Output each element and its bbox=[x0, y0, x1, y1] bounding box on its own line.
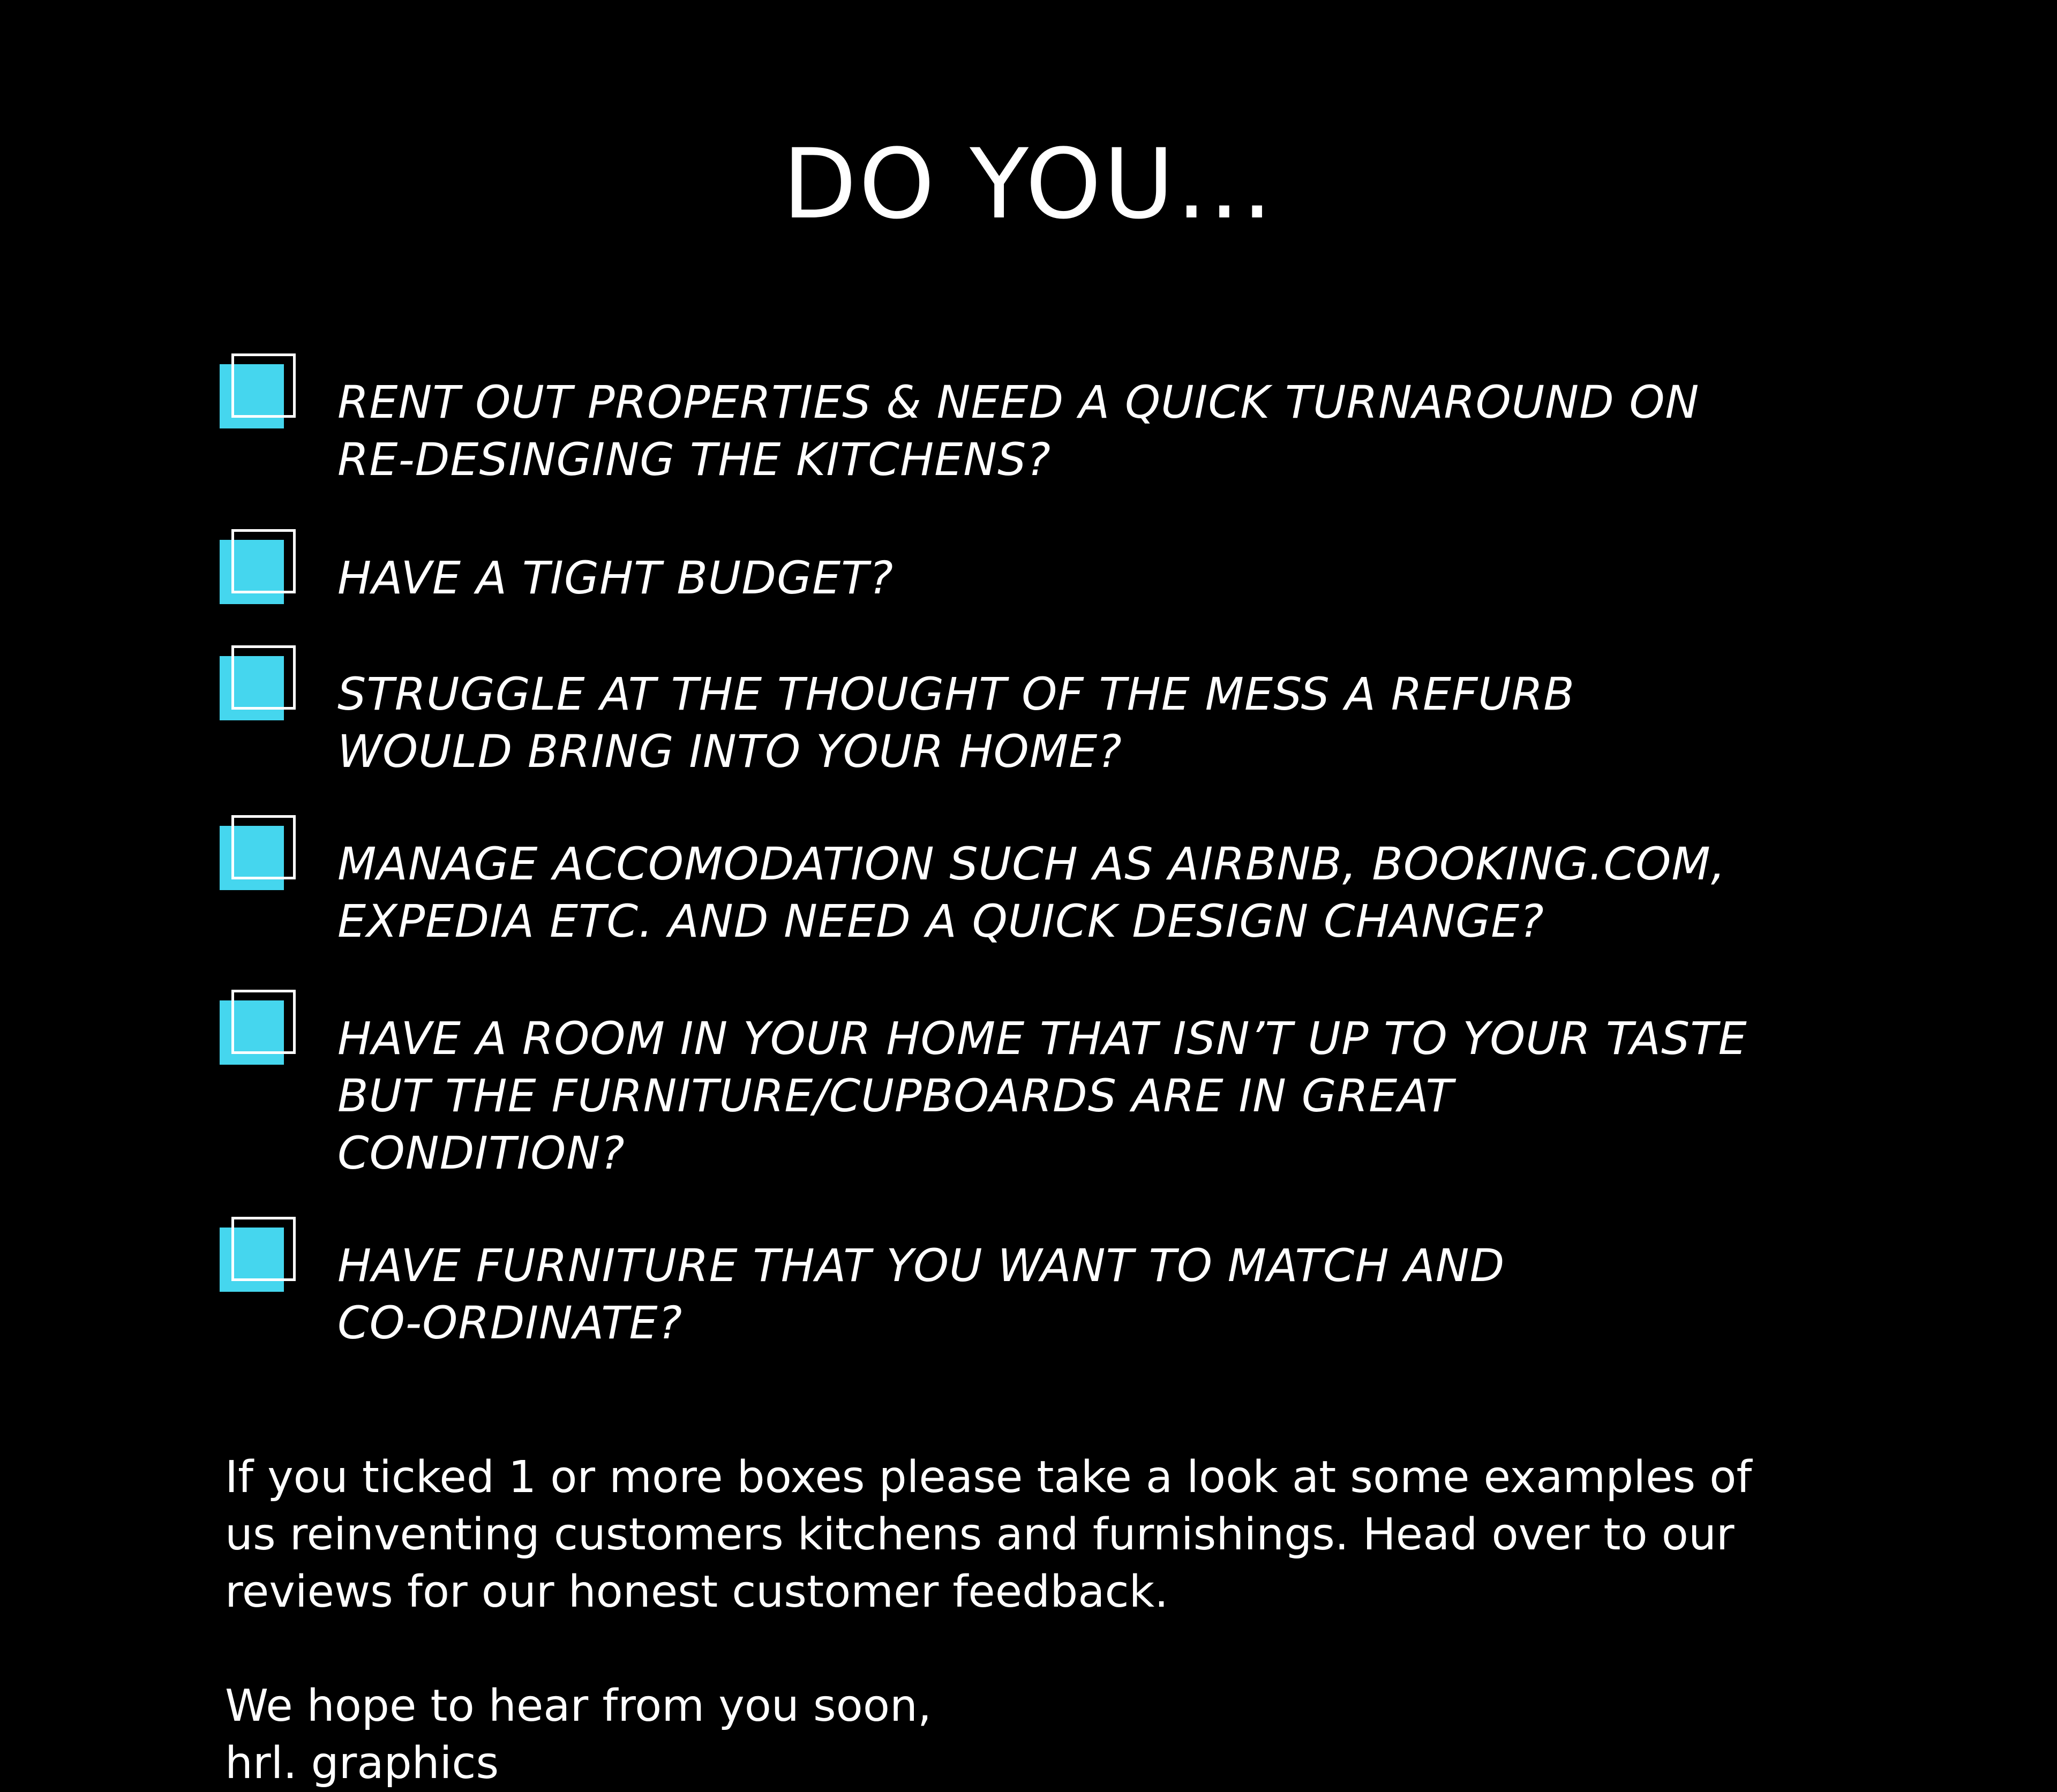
page-title: DO YOU... bbox=[782, 129, 1275, 240]
checkbox-outline bbox=[231, 529, 296, 593]
checkbox-icon[interactable] bbox=[220, 990, 297, 1067]
list-item-text: MANAGE ACCOMODATION SUCH AS AIRBNB, BOOKING.COM, EXPEDIA ETC. AND NEED A QUICK DESIGN CHANGE? bbox=[337, 838, 1726, 947]
checkbox-icon[interactable] bbox=[220, 1217, 297, 1294]
list-item-text: HAVE A TIGHT BUDGET? bbox=[337, 552, 894, 604]
checkbox-outline bbox=[231, 815, 296, 879]
signoff: We hope to hear from you soon, hrl. graphics bbox=[225, 1681, 932, 1789]
list-item-text: RENT OUT PROPERTIES & NEED A QUICK TURNAROUND ON RE-DESINGING THE KITCHENS? bbox=[337, 376, 1700, 486]
checkbox-icon[interactable] bbox=[220, 529, 297, 607]
checkbox-outline bbox=[231, 1217, 296, 1281]
checkbox-outline bbox=[231, 990, 296, 1054]
body-paragraph: If you ticked 1 or more boxes please take a look at some examples of us reinventing customers kitchens and furnishings. Head over to our reviews for our honest customer feedback. bbox=[225, 1452, 1752, 1617]
checkbox-icon[interactable] bbox=[220, 645, 297, 723]
checkbox-outline bbox=[231, 353, 296, 418]
checkbox-icon[interactable] bbox=[220, 353, 297, 431]
checkbox-outline bbox=[231, 645, 296, 710]
list-item-text: HAVE FURNITURE THAT YOU WANT TO MATCH AND CO-ORDINATE? bbox=[337, 1239, 1505, 1349]
checkbox-icon[interactable] bbox=[220, 815, 297, 893]
list-item-text: STRUGGLE AT THE THOUGHT OF THE MESS A REFURB WOULD BRING INTO YOUR HOME? bbox=[337, 668, 1575, 778]
list-item-text: HAVE A ROOM IN YOUR HOME THAT ISN’T UP TO YOUR TASTE BUT THE FURNITURE/CUPBOARDS ARE IN GREAT CONDITION? bbox=[337, 1012, 1747, 1179]
